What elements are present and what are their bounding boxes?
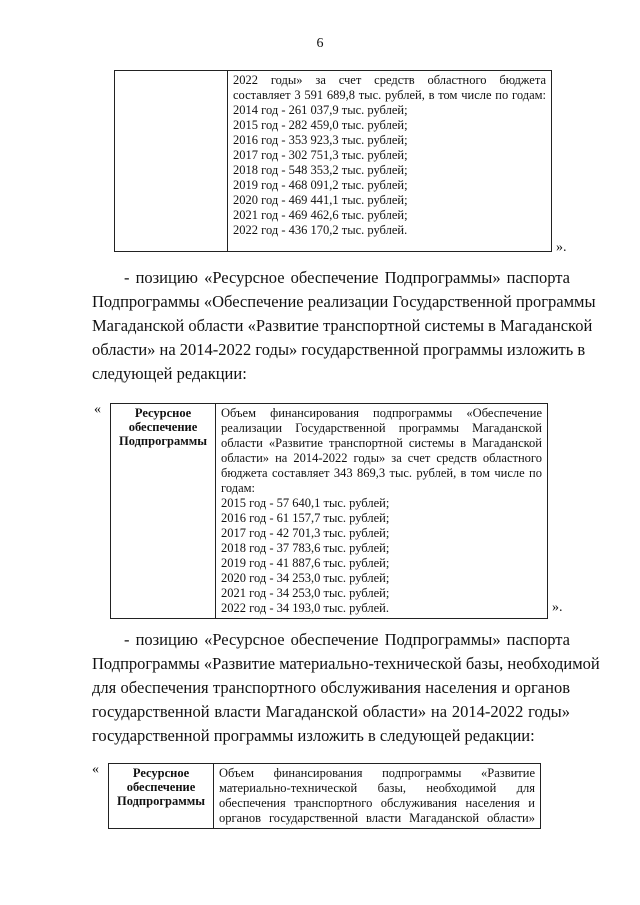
paragraph-2-line: для обеспечения транспортного обслуживания населения и органов [92,678,570,697]
page-number: 6 [316,36,324,51]
table2-content-cell [216,404,548,619]
table2-line: 2017 год - 42 701,3 тыс. рублей; [221,526,390,540]
table2-line: 2020 год - 34 253,0 тыс. рублей; [221,571,390,585]
table1-line: 2019 год - 468 091,2 тыс. рублей; [233,178,408,192]
table3-open-quote: « [92,762,99,777]
paragraph-1-line: - позицию «Ресурсное обеспечение Подпрограммы» паспорта [124,268,570,287]
paragraph-1-line: области» на 2014-2022 годы» государственной программы изложить в [92,340,586,359]
table2-line: 2022 год - 34 193,0 тыс. рублей. [221,601,389,615]
table1-close-quote: ». [556,240,567,255]
table3-label-cell [109,764,214,829]
table3-label-line: обеспечение [126,780,196,794]
table2-line: 2018 год - 37 783,6 тыс. рублей; [221,541,390,555]
table2-line: 2015 год - 57 640,1 тыс. рублей; [221,496,390,510]
table1-line: 2017 год - 302 751,3 тыс. рублей; [233,148,408,162]
table3-label-line: Подпрограммы [116,794,205,808]
paragraph-2-line: государственной программы изложить в следующей редакции: [92,726,535,745]
table2-line: области» на 2014-2022 годы» за счет средств областного [221,451,542,465]
table1-line: 2022 год - 436 170,2 тыс. рублей. [233,223,408,237]
paragraph-2-line: Подпрограммы «Развитие материально-технической базы, необходимой [92,654,600,673]
table2-line: 2019 год - 41 887,6 тыс. рублей; [221,556,390,570]
table2-label-line: обеспечение [128,420,198,434]
table3-line: Объем финансирования подпрограммы «Развитие [219,766,535,780]
table2-line: области «Развитие транспортной системы в Магаданской [221,436,542,450]
table3-content-cell [214,764,541,829]
table2-label-line: Подпрограммы [118,434,207,448]
table2-close-quote: ». [552,600,563,615]
table1-content-cell [228,71,552,252]
table1-line: 2018 год - 548 353,2 тыс. рублей; [233,163,408,177]
paragraph-2-line: - позицию «Ресурсное обеспечение Подпрограммы» паспорта [124,630,570,649]
resource-table-continued [114,70,552,252]
paragraph-1 [92,266,596,386]
table1-line: составляет 3 591 689,8 тыс. рублей, в том числе по годам: [233,88,546,102]
table2-label-line: Ресурсное [134,406,192,420]
table2-line: реализации Государственной программы Магаданской [221,421,542,435]
table1-line: 2014 год - 261 037,9 тыс. рублей; [233,103,408,117]
paragraph-1-line: следующей редакции: [92,364,247,383]
table2-line: 2021 год - 34 253,0 тыс. рублей; [221,586,390,600]
table1-line: 2016 год - 353 923,3 тыс. рублей; [233,133,408,147]
table3-label-line: Ресурсное [132,766,190,780]
table1-line: 2015 год - 282 459,0 тыс. рублей; [233,118,408,132]
table1-line: 2021 год - 469 462,6 тыс. рублей; [233,208,408,222]
table2-line: годам: [221,481,255,495]
table1-line: 2022 годы» за счет средств областного бюджета [233,73,546,87]
resource-table-subprogram-1 [110,403,548,619]
table1-label-cell [115,71,228,252]
table2-open-quote: « [94,402,101,417]
paragraph-1-line: Магаданской области «Развитие транспортной системы в Магаданской [92,316,593,335]
table2-line: бюджета составляет 343 869,3 тыс. рублей, в том числе по [221,466,542,480]
table2-label-cell [111,404,216,619]
paragraph-2-line: государственной власти Магаданской области» на 2014-2022 годы» [92,702,570,721]
table3-line: органов государственной власти Магаданской области» [219,811,535,825]
table2-line: 2016 год - 61 157,7 тыс. рублей; [221,511,390,525]
resource-table-subprogram-2 [108,763,541,829]
paragraph-1-line: Подпрограммы «Обеспечение реализации Государственной программы [92,292,596,311]
table1-line: 2020 год - 469 441,1 тыс. рублей; [233,193,408,207]
table3-line: обеспечения транспортного обслуживания населения и [219,796,535,810]
paragraph-2 [92,628,600,748]
table3-line: материально-технической базы, необходимой для [219,781,535,795]
table2-line: Объем финансирования подпрограммы «Обеспечение [221,406,542,420]
